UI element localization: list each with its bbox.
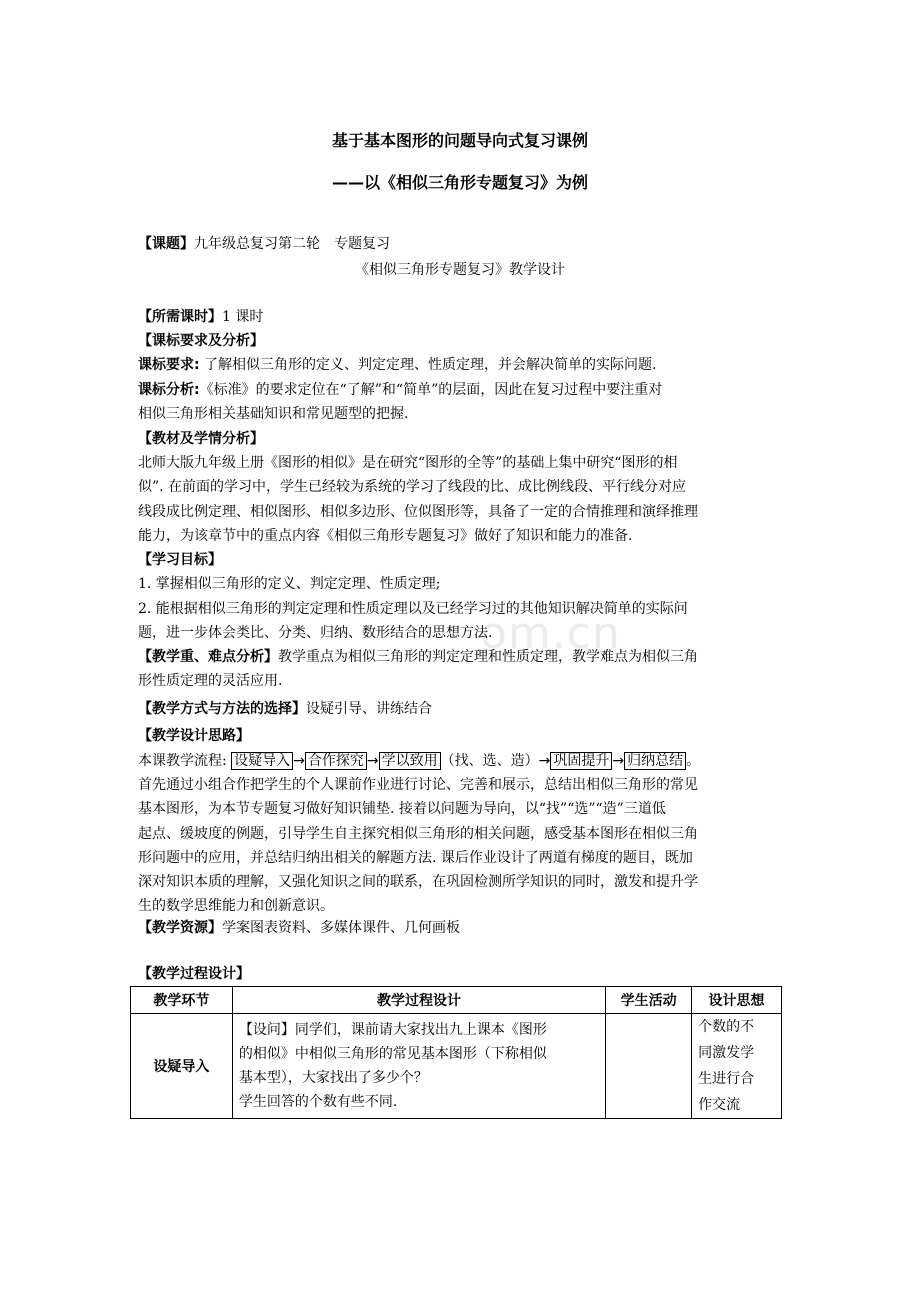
table-row [131, 1014, 782, 1119]
standard-req-text: 了解相似三角形的定义、判定定理、性质定理，并会解决简单的实际问题. [204, 357, 657, 373]
method-label: 【教学方式与方法的选择】 [138, 701, 306, 717]
goals-heading: 【学习目标】 [138, 552, 222, 568]
flow-step-3-note: （找、选、造） [440, 753, 539, 769]
focus-line-1 [138, 645, 783, 669]
goal-2b: 题，进一步体会类比、分类、归纳、数形结合的思想方法. [138, 625, 493, 641]
standard-ana-text-1: 《标准》的要求定位在“了解”和“简单”的层面，因此在复习过程中要注重对 [199, 382, 663, 398]
topic-label: 【课题】 [138, 236, 194, 252]
design-para-4: 形问题中的应用，并总结归纳出相关的解题方法. 课后作业设计了两道有梯度的题目，既加 [138, 850, 693, 866]
goal-2a: 2. 能根据相似三角形的判定定理和性质定理以及已经学习过的其他知识解决简单的实际问 [138, 601, 688, 617]
process-text-4: 学生回答的个数有些不同. [238, 1094, 398, 1110]
resources-line [138, 916, 783, 940]
focus-label: 【教学重、难点分析】 [138, 649, 278, 665]
goal-1: 1. 掌握相似三角形的定义、判定定理、性质定理; [138, 576, 441, 592]
flow-step-4: 巩固提升 [550, 752, 612, 770]
focus-line-2: 形性质定理的灵活应用. [138, 673, 283, 689]
hours-label: 【所需课时】 [138, 309, 222, 325]
flow-step-2: 合作探究 [305, 752, 367, 770]
flow-step-1: 设疑导入 [231, 752, 293, 770]
flow-arrow-icon: → [293, 753, 305, 769]
topic-line-2: 《相似三角形专题复习》教学设计 [355, 262, 565, 278]
flow-line [138, 749, 783, 773]
resources-label: 【教学资源】 [138, 920, 222, 936]
column-header: 学生活动 [606, 987, 692, 1014]
design-para-3: 起点、缓坡度的例题，引导学生自主探究相似三角形的相关问题，感受基本图形在相似三角 [138, 826, 698, 842]
flow-end: 。 [686, 753, 701, 769]
process-table [130, 986, 782, 1119]
idea-text-1: 个数的不 [698, 1019, 755, 1035]
idea-text-4: 作交流 [698, 1097, 741, 1113]
design-heading: 【教学设计思路】 [138, 728, 250, 744]
idea-text-3: 生进行合 [698, 1071, 755, 1087]
activity-cell [606, 1014, 692, 1119]
resources-text: 学案图表资料、多媒体课件、几何画板 [222, 920, 460, 936]
standard-req-line [138, 353, 783, 377]
process-text-1: 【设问】同学们，课前请大家找出九上课本《图形 [238, 1022, 547, 1038]
watermark: om.cn [480, 608, 621, 659]
method-text: 设疑引导、讲练结合 [306, 701, 432, 717]
flow-prefix: 本课教学流程: [138, 753, 227, 769]
standard-heading: 【课标要求及分析】 [138, 333, 264, 349]
column-header: 教学过程设计 [232, 987, 605, 1014]
material-line-3: 线段成比例定理、相似图形、相似多边形、位似图形等，具备了一定的合情推理和演绎推理 [138, 504, 698, 520]
document-subtitle: ——以《相似三角形专题复习》为例 [331, 173, 588, 192]
design-para-1: 首先通过小组合作把学生的个人课前作业进行讨论、完善和展示，总结出相似三角形的常见 [138, 777, 698, 793]
flow-step-3: 学以致用 [379, 752, 441, 770]
topic-text: 九年级总复习第二轮 专题复习 [194, 236, 390, 252]
topic-line [138, 232, 783, 256]
hours-line [138, 305, 783, 329]
material-heading: 【教材及学情分析】 [138, 431, 264, 447]
design-para-5: 深对知识本质的理解，又强化知识之间的联系，在巩固检测所学知识的同时，激发和提升学 [138, 874, 698, 890]
standard-req-label: 课标要求: [138, 357, 200, 373]
process-cell [232, 1014, 605, 1119]
document-title: 基于基本图形的问题导向式复习课例 [331, 131, 588, 150]
column-header: 设计思想 [692, 987, 782, 1014]
process-text-2: 的相似》中相似三角形的常见基本图形（下称相似 [238, 1046, 547, 1062]
flow-arrow-icon: → [366, 753, 379, 769]
stage-cell: 设疑导入 [131, 1014, 233, 1119]
method-line [138, 697, 783, 721]
column-header: 教学环节 [131, 987, 233, 1014]
material-line-2: 似”. 在前面的学习中，学生已经较为系统的学习了线段的比、成比例线段、平行线分对应 [138, 479, 687, 495]
focus-text-1: 教学重点为相似三角形的判定定理和性质定理，教学难点为相似三角 [278, 649, 698, 665]
design-para-6: 生的数学思维能力和创新意识。 [138, 898, 334, 914]
standard-ana-line [138, 378, 783, 402]
process-heading: 【教学过程设计】 [138, 966, 250, 982]
flow-step-5: 归纳总结 [624, 752, 686, 770]
material-line-4: 能力，为该章节中的重点内容《相似三角形专题复习》做好了知识和能力的准备. [138, 528, 633, 544]
design-para-2: 基本图形，为本节专题复习做好知识铺垫. 接着以问题为导向，以“找”“选”“造”三道低 [138, 801, 666, 817]
standard-ana-text-2: 相似三角形相关基础知识和常见题型的把握. [138, 406, 409, 422]
hours-text: 1 课时 [222, 309, 264, 325]
table-header-row [131, 987, 782, 1014]
flow-arrow-icon: → [612, 753, 625, 769]
process-text-3: 基本型），大家找出了多少个？ [238, 1070, 428, 1086]
idea-text-2: 同激发学 [698, 1045, 755, 1061]
standard-ana-label: 课标分析: [138, 382, 200, 398]
material-line-1: 北师大版九年级上册《图形的相似》是在研究“图形的全等”的基础上集中研究“图形的相 [138, 455, 678, 471]
flow-arrow-icon: → [538, 753, 551, 769]
idea-cell [692, 1014, 782, 1119]
